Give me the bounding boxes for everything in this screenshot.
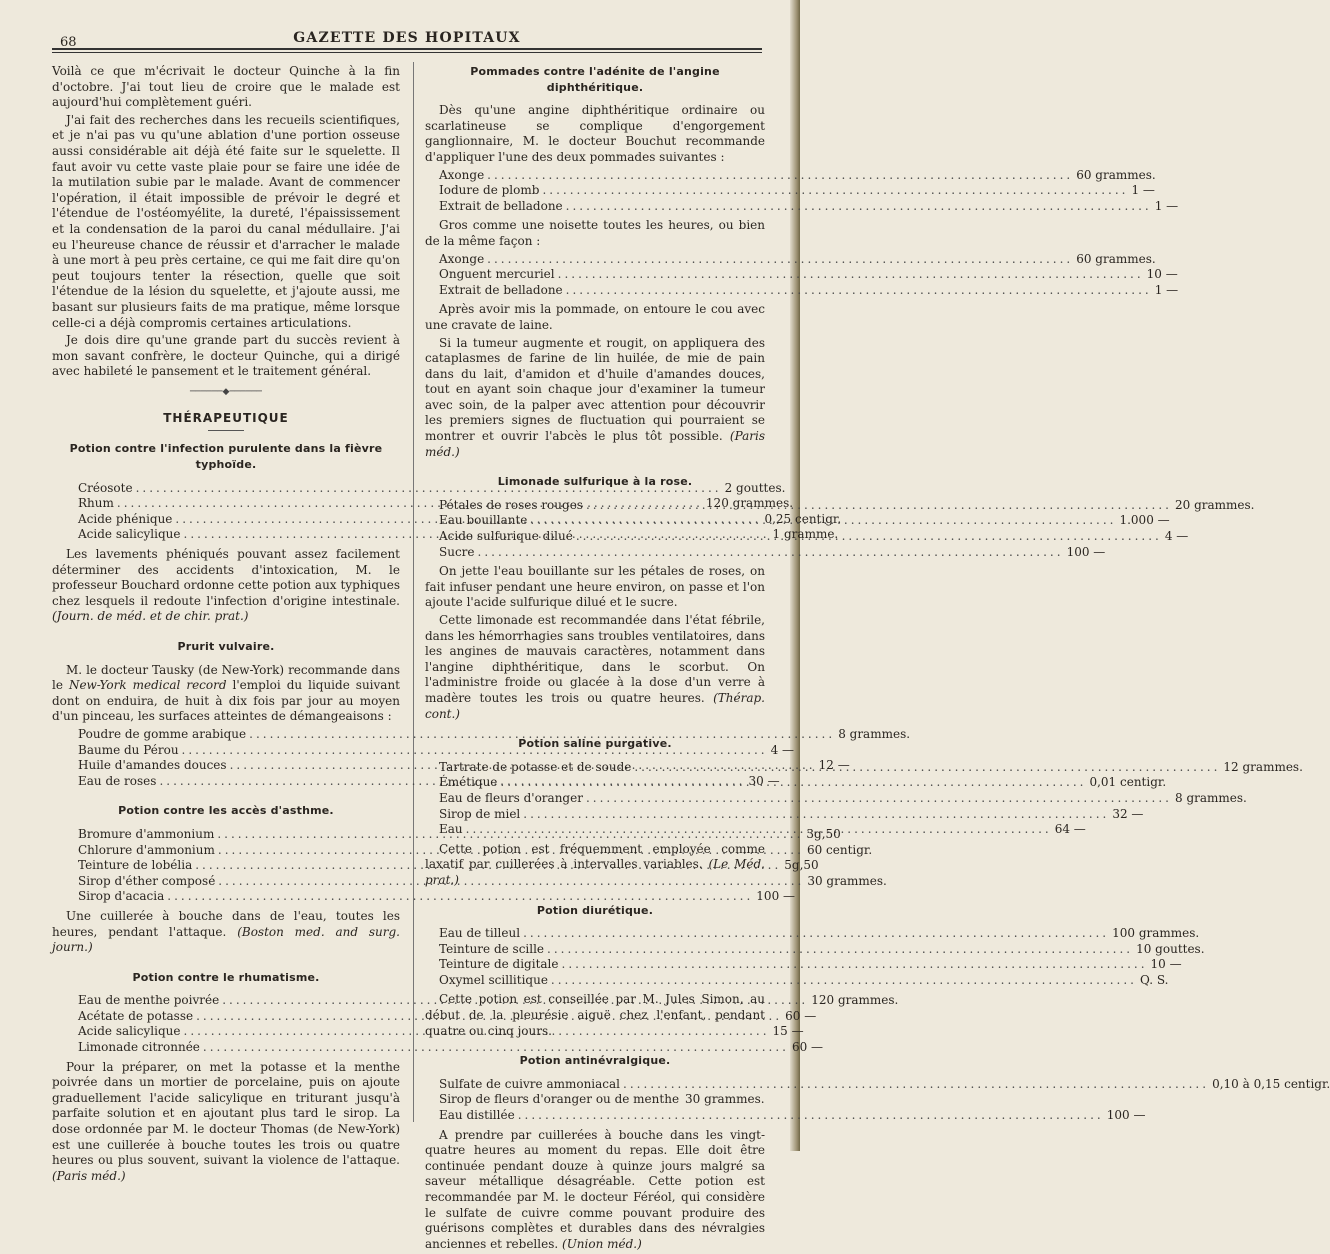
source-citation: (Journ. de méd. et de chir. prat.) xyxy=(52,609,249,624)
ingredient-row: Pétales de roses rouges ..... 20 grammes. xyxy=(425,498,741,514)
recipe-text: Les lavements phéniqués pouvant assez facilement déterminer des accidents d'intoxication, M. le professeur Bouchard ordonne cette potion aux typhiques chez lesquels il redoute l'infection d'origine intestinale. (Journ. de méd. et de chir. prat.) xyxy=(52,547,400,624)
ingredient-row: Sulfate de cuivre ammoniacal ..... 0,10 à 0,15 centigr. xyxy=(425,1077,741,1093)
ingredient-row: Axonge ..... 60 grammes. xyxy=(425,168,741,184)
ingredient-row: Eau de menthe poivrée ..... 120 grammes. xyxy=(52,993,378,1009)
ingredient-row: Limonade citronnée ..... 60 — xyxy=(52,1040,378,1056)
recipe-title-adenite: Pommades contre l'adénite de l'angine diphthéritique. xyxy=(470,65,720,94)
recipe-text: Pour la préparer, on met la potasse et la menthe poivrée dans un mortier de porcelaine, puis on ajoute graduellement l'acide salicylique en triturant jusqu'à parfaite solution et en ajoutant plus tard le sirop. La dose ordonnée par M. le docteur Thomas (de New-York) est une cuillerée à bouche toutes les trois ou quatre heures ou plus souvent, suivant la violence de l'attaque. (Paris méd.) xyxy=(52,1059,400,1183)
recipe-title-limonade: Limonade sulfurique à la rose. xyxy=(497,475,693,489)
ingredient-row: Sirop d'acacia ..... 100 — xyxy=(52,889,378,905)
recipe-text: Si la tumeur augmente et rougit, on appliquera des cataplasmes de farine de lin huilée, de mie de pain dans du lait, d'amidon et d'huile d'amandes douces, tout en ayant soin chaque jour d'examiner la tumeur avec soin, de la palper avec attention pour découvrir les premiers signes de fluctuation qui pourraient se montrer et ouvrir l'abcès le plus tôt possible. (Paris méd.) xyxy=(425,335,765,459)
ingredient-row: Sirop de miel ..... 32 — xyxy=(425,807,741,823)
ingredient-row: Oxymel scillitique ..... Q. S. xyxy=(425,973,741,989)
recipe-text: Gros comme une noisette toutes les heures, ou bien de la même façon : xyxy=(425,218,765,248)
ingredient-row: Axonge ..... 60 grammes. xyxy=(425,252,741,268)
ingredient-row: Acétate de potasse ..... 60 — xyxy=(52,1009,378,1025)
header-rule-thin xyxy=(52,52,762,53)
recipe-title-rhumatisme: Potion contre le rhumatisme. xyxy=(132,970,320,984)
source-citation: (Paris méd.) xyxy=(425,429,765,459)
ingredient-row: Teinture de lobélia ..... 5g,50 xyxy=(52,858,378,874)
recipe-title-diuretique: Potion diurétique. xyxy=(536,903,654,917)
recipe-text: Une cuillerée à bouche dans de l'eau, toutes les heures, pendant l'attaque. (Boston med. and surg. journ.) xyxy=(52,908,400,955)
ingredient-row: Eau de tilleul ..... 100 grammes. xyxy=(425,926,741,942)
section-rule xyxy=(208,430,244,431)
ingredient-row: Teinture de digitale ..... 10 — xyxy=(425,957,741,973)
intro-paragraph: Voilà ce que m'écrivait le docteur Quinche à la fin d'octobre. J'ai tout lieu de croire que le malade est aujourd'hui complètement guéri. xyxy=(52,64,400,110)
ingredient-row: Extrait de belladone ..... 1 — xyxy=(425,283,741,299)
recipe-title-purgative: Potion saline purgative. xyxy=(518,737,672,751)
recipe-text: Cette limonade est recommandée dans l'état fébrile, dans les hémorrhagies sans troubles ventilatoires, dans les angines de mauvais caractères, notamment dans l'angine diphthéritique, dans le scorbut. On l'administre froide ou glacée à la dose d'un verre à madère toutes les trois ou quatre heures. (Thérap. cont.) xyxy=(425,613,765,721)
recipe-text: Dès qu'une angine diphthéritique ordinaire ou scarlatineuse se complique d'engorgement ganglionnaire, M. le docteur Bouchut recommande d'appliquer l'une des deux pommades suivantes : xyxy=(425,103,765,164)
ingredient-row: Créosote ..... 2 gouttes. xyxy=(52,481,378,497)
ingredient-row: Eau distillée ..... 100 — xyxy=(425,1108,741,1124)
ingredient-row: Teinture de scille ..... 10 gouttes. xyxy=(425,942,741,958)
ingredient-row: Tartrate de potasse et de soude ..... 12 grammes. xyxy=(425,760,741,776)
ingredient-row: Eau ..... 64 — xyxy=(425,822,741,838)
recipe-text: On jette l'eau bouillante sur les pétales de roses, on fait infuser pendant une heure environ, on passe et l'on ajoute l'acide sulfurique dilué et le sucre. xyxy=(425,564,765,610)
ingredient-row: Poudre de gomme arabique ..... 8 grammes. xyxy=(52,727,378,743)
ingredient-row: Onguent mercuriel ..... 10 — xyxy=(425,267,741,283)
ingredient-list xyxy=(425,926,1205,988)
source-citation: (Paris méd.) xyxy=(52,1168,126,1183)
recipe-title-typhoide: Potion contre l'infection purulente dans la fièvre typhoïde. xyxy=(69,442,383,472)
ingredient-row: Extrait de belladone ..... 1 — xyxy=(425,199,741,215)
ingredient-row: Sirop d'éther composé ..... 30 grammes. xyxy=(52,874,378,890)
recipe-text: M. le docteur Tausky (de New-York) recommande dans le New-York medical record l'emploi du liquide suivant dont on enduira, de huit à dix fois par jour au moyen d'un pinceau, les surfaces atteintes de démangeaisons : xyxy=(52,662,400,724)
page-header xyxy=(52,28,762,48)
running-title: GAZETTE DES HOPITAUX xyxy=(293,30,521,46)
ingredient-row: Huile d'amandes douces ..... 12 — xyxy=(52,758,378,774)
ingredient-row: Sucre ..... 100 — xyxy=(425,545,741,561)
ingredient-row: Émétique ..... 0,01 centigr. xyxy=(425,775,741,791)
recipe-text: A prendre par cuillerées à bouche dans les vingt-quatre heures au moment du repas. Elle doit être continuée pendant douze à quinze jours malgré sa saveur métallique désagréable. Cette potion est recommandée par M. le docteur Féréol, qui considère le sulfate de cuivre comme pouvant produire des guérisons complètes et durables dans des névralgies anciennes et rebelles. (Union méd.) xyxy=(425,1127,765,1251)
ingredient-row: Bromure d'ammonium ..... 3g,50 xyxy=(52,827,378,843)
source-citation: (Thérap. cont.) xyxy=(425,690,765,721)
ingredient-row: Rhum ..... 120 grammes. xyxy=(52,496,378,512)
journal-name: New-York medical record xyxy=(68,678,227,693)
source-citation: (Le Méd. prat.) xyxy=(425,857,765,887)
ingredient-row: Sirop de fleurs d'oranger ou de menthe 30 grammes. xyxy=(439,1092,765,1107)
ingredient-row: Acide phénique ..... 0,25 centigr. xyxy=(52,512,378,528)
separator-ornament: ──────◆────── xyxy=(190,386,262,397)
column-divider xyxy=(413,62,414,1122)
page-number: 68 xyxy=(60,35,77,50)
section-title: THÉRAPEUTIQUE xyxy=(163,410,289,425)
ingredient-row: Iodure de plomb ..... 1 — xyxy=(425,183,741,199)
ingredient-row: Eau de roses ..... 30 — xyxy=(52,774,378,790)
source-citation: (Union méd.) xyxy=(562,1236,642,1251)
recipe-text: Cette potion est fréquemment employée comme laxatif par cuillerées à intervalles variables. (Le Méd. prat.) xyxy=(425,841,765,887)
recipe-text: Cette potion est conseillée par M. Jules Simon, au début de la pleurésie aiguë chez l'enfant, pendant quatre ou cinq jours. xyxy=(425,992,765,1038)
recipe-title-asthme: Potion contre les accès d'asthme. xyxy=(118,804,334,818)
header-rule-thick xyxy=(52,48,762,50)
intro-paragraph: J'ai fait des recherches dans les recueils scientifiques, et je n'ai pas vu qu'une ablation d'une portion osseuse aussi considérable ait déjà été faite sur le squelette. Il faut avoir vu cette vaste plaie pour se faire une idée de la mutilation subie par le malade. Avant de commencer l'opération, il était impossible de prévoir le degré et l'étendue de l'ostéomyélite, la dureté, l'épaississement et la condensation de la paroi du canal médullaire. J'ai eu l'heureuse chance de réussir et d'arracher le malade à une mort à peu près certaine, ce qui me fait dire qu'on peut toujours tenter la résection, quelle que soit l'étendue de la lésion du squelette, et j'ajoute aussi, me basant sur plusieurs faits de ma pratique, même lorsque celle-ci a déjà compromis certaines articulations. xyxy=(52,112,400,330)
ingredient-row: Eau de fleurs d'oranger ..... 8 grammes. xyxy=(425,791,741,807)
recipe-title-antinevralgique: Potion antinévralgique. xyxy=(519,1054,671,1068)
ingredient-row: Chlorure d'ammonium ..... 60 centigr. xyxy=(52,843,378,859)
ingredient-row: Acide salicylique ..... 1 gramme. xyxy=(52,527,378,543)
ingredient-row: Eau bouillante ..... 1.000 — xyxy=(425,513,741,529)
intro-paragraph: Je dois dire qu'une grande part du succès revient à mon savant confrère, le docteur Quinche, qui a dirigé avec habileté le pansement et le traitement général. xyxy=(52,333,400,379)
ingredient-row: Baume du Pérou ..... 4 — xyxy=(52,743,378,759)
ingredient-row: Acide salicylique ..... 15 — xyxy=(52,1024,378,1040)
ingredient-list xyxy=(425,1076,1330,1124)
recipe-title-prurit: Prurit vulvaire. xyxy=(177,640,275,653)
ingredient-list xyxy=(425,251,1179,299)
recipe-text: Après avoir mis la pommade, on entoure le cou avec une cravate de laine. xyxy=(425,302,765,332)
source-citation: (Boston med. and surg. journ.) xyxy=(52,924,400,955)
ingredient-list xyxy=(425,167,1179,215)
ingredient-row: Acide sulfurique dilué ..... 4 — xyxy=(425,529,741,545)
